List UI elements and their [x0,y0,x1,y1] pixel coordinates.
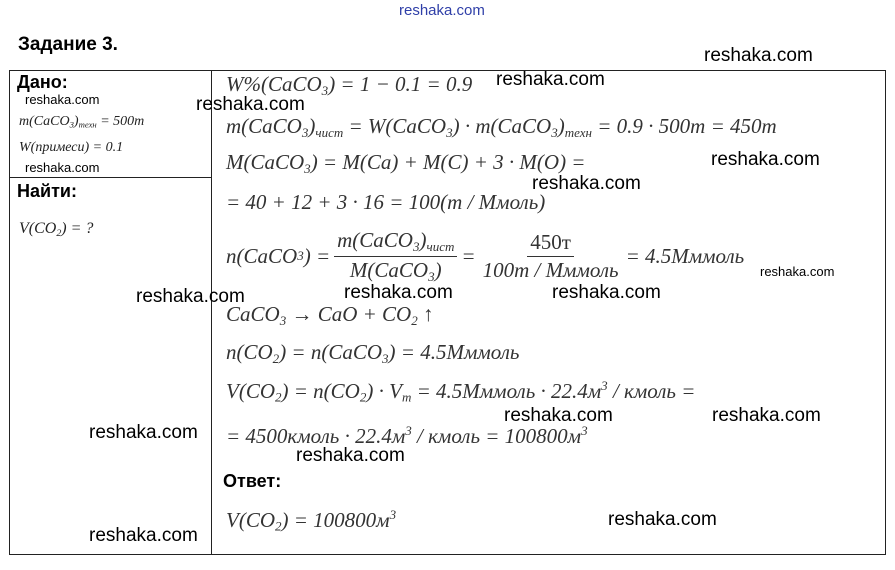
watermark: reshaka.com [504,405,613,426]
watermark: reshaka.com [89,422,198,443]
table-right-border [885,70,886,555]
watermark: reshaka.com [532,173,641,194]
solution-line-7: $n(CO_2)$ = n(CaCO$_3$) = 4.5Мммоль [226,340,520,366]
watermark: reshaka.com [704,45,813,66]
watermark: reshaka.com [552,282,661,303]
given-find-divider [9,177,212,178]
watermark: reshaka.com [89,525,198,546]
watermark: reshaka.com [711,149,820,170]
task-heading: Задание 3. [18,34,118,55]
watermark: reshaka.com [136,286,245,307]
watermark: reshaka.com [344,282,453,303]
solution-line-6: CaCO$_3$ → CaO + $CO_2$ ↑ [226,302,434,328]
solution-line-2: $m(CaCO_3)_{чист}$ = W(CaCO$_3$) · $m(CaCO_3)_{техн} = 0.9 \cdot 500т = 450т$ [226,114,777,140]
solution-line-3: M(CaCO$_3$) = M(Ca) + M(C) + 3 · M(O) = [226,150,586,176]
table-top-border [9,70,886,71]
find-title: Найти: [17,181,77,201]
watermark: reshaka.com [760,264,835,279]
fraction-mass-over-molar: $\frac{m(CaCO_3)_{чист}}{M(CaCO_3)}$ [334,228,457,285]
watermark: reshaka.com [25,92,100,107]
solution-line-4: = 40 + 12 + 3 · 16 = 100(т / Ммоль) [226,190,546,214]
solution-line-9: = 4500кмоль · $22.4м^3$ / кмоль = $100800м^3$ [226,423,588,448]
given-title: Дано: [17,72,68,92]
site-title[interactable]: reshaka.com [399,2,485,19]
solution-line-8: $V(CO_2) = n(CO_2) \cdot V_m$ = 4.5Мммоль · $22.4м^3$ / кмоль = [226,378,696,405]
solution-line-5: n(CaCO 3 ) = $\frac{m(CaCO_3)_{чист}}{M(CaCO_3)}$ = $\frac{450т}{\text{100т / Мммоль}}$ = 4.5Мммоль [226,228,745,284]
watermark: reshaka.com [196,94,305,115]
table-left-border [9,70,10,555]
watermark: reshaka.com [25,160,100,175]
watermark: reshaka.com [296,445,405,466]
find-volume: $V(CO_2)$ = ? [19,220,94,239]
fraction-numeric: $\frac{450т}{\text{100т / Мммоль}}$ [482,229,619,282]
given-impurity: W(примеси) = 0.1 [19,140,124,155]
watermark: reshaka.com [608,509,717,530]
watermark: reshaka.com [712,405,821,426]
answer-title: Ответ: [223,471,282,491]
watermark: reshaka.com [496,69,605,90]
answer-value: $V(CO_2) = 100800м^3$ [226,507,397,534]
table-bottom-border [9,554,886,555]
solution-line-1: W%(CaCO$_3$) = 1 − 0.1 = 0.9 [226,72,473,98]
table-column-divider [211,70,212,555]
given-mass: $m(CaCO_3)_{техн} = 500т$ [19,114,145,130]
